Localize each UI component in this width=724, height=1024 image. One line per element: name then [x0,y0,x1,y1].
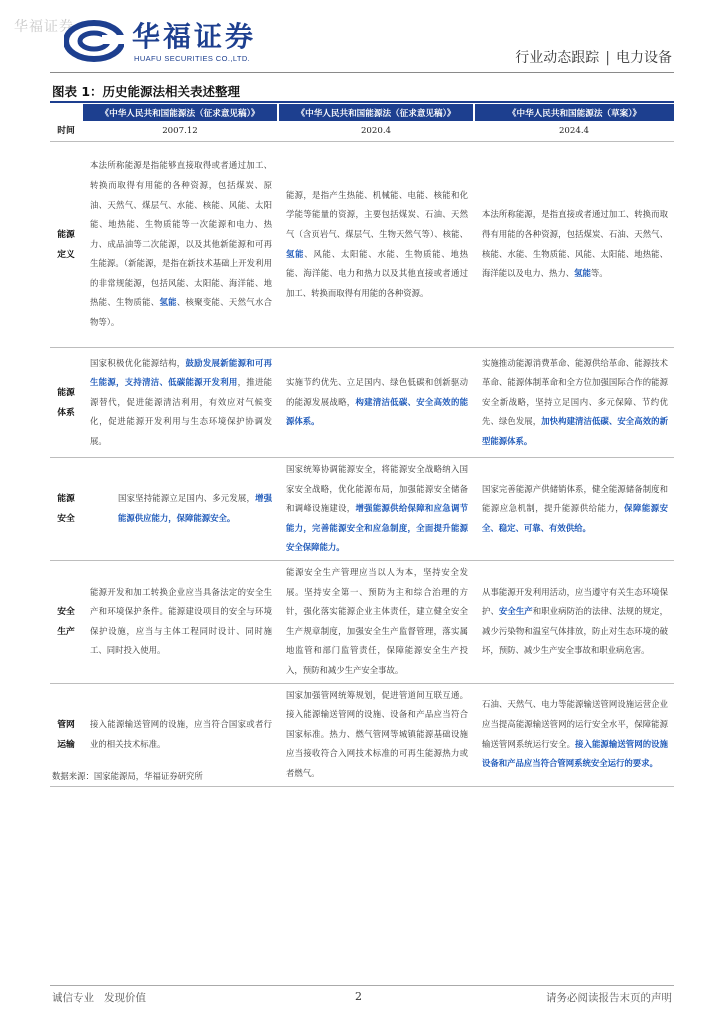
highlighted-text: 鼓励发展新能源和可再生能源，支持清洁、低碳能源开发利用 [90,357,273,388]
table-cell [474,348,674,458]
table-row [50,142,674,348]
highlighted-text: 加快构建清洁低碳、安全高效的新型能源体系。 [482,416,669,446]
row-label-line: 体系 [57,407,75,418]
time-row [50,121,674,142]
highlighted-text: 安全生产 [498,606,533,617]
cell-text: 国家积极优化能源结构， [90,357,186,368]
row-label-line: 能源 [57,229,75,240]
table-row [50,458,674,561]
cell-text: 、核聚变能、天然气水合物等）。 [90,297,273,328]
cell-text: 石油、天然气、电力等能源输送管网设施运营企业应当提高能源输送管网的运行安全水平，保障能源输送管网系统运行安全。 [482,699,668,749]
report-type: 行业动态跟踪 [515,50,600,66]
cell-text: 实施节约优先、立足国内、绿色低碳和创新驱动的能源发展战略， [286,377,468,407]
table-cell [278,560,474,683]
header-separator: | [605,50,610,66]
cell-text: 国家坚持能源立足国内、多元发展， [118,493,256,504]
cell-text: 接入能源输送管网的设施，应当符合国家或者行业的相关技术标准。 [90,718,272,749]
figure-title: 图表 1：历史能源法相关表述整理 [52,84,241,99]
cell-text: 能源，是指产生热能、机械能、电能、核能和化学能等能量的资源，主要包括煤炭、石油、天然气（含页岩气、煤层气、生物天然气等）、核能、 [286,189,468,239]
page-number: 2 [355,990,362,1003]
footer-slogan-2: 发现价值 [104,992,146,1004]
report-sector: 电力设备 [616,50,672,66]
row-label-line: 能源 [57,387,75,398]
cell-text: ，推进能源替代，促进能源清洁利用，有效应对气候变化，促进能源开发利用与生态环境保护协调发展。 [90,377,273,446]
disclaimer-note: 请务必阅读报告末页的声明 [546,992,672,1004]
cell-text: 本法所称能源是指能够直接取得或者通过加工、转换而取得有用能的各种资源，包括煤炭、原油、天然气、煤层气、水能、核能、风能、太阳能、地热能、生物质能等一次能源和电力、热力、成品油等二次能源，以及其他新能源和可再生能源。（新能源，是指在新技术基础上开发利用的非常规能源，包括风能、太阳能、海洋能、地热能、生物质能、 [90,160,272,308]
table-cell [474,560,674,683]
year-cell: 2024.4 [474,121,674,142]
highlighted-text: 氢能 [574,268,591,279]
cell-text: 国家加强管网统筹规划，促进管道间互联互通。接入能源输送管网的设施、设备和产品应当符合国家标准。热力、燃气管网等城镇能源基础设施应当接收符合入网技术标准的可再生能源热力或者燃气。 [286,689,468,778]
cell-text: 从事能源开发利用活动，应当遵守有关生态环境保护、 [482,586,668,617]
watermark: 华福证券 [14,19,74,35]
header-divider [50,72,674,73]
table-cell [278,142,474,348]
row-label-line: 运输 [57,739,75,750]
highlighted-text: 氢能 [286,248,305,259]
table-cell [278,683,474,786]
column-header: 《中华人民共和国能源法（征求意见稿）》 [278,104,474,121]
year-cell: 2020.4 [278,121,474,142]
row-label [50,348,82,458]
row-label-line: 安全 [57,513,75,524]
table-row [50,560,674,683]
cell-text: 能源开发和加工转换企业应当具备法定的安全生产和环境保护条件。能源建设项目的安全与环境保护设施，应当与主体工程同时设计、同时施工、同时投入使用。 [90,586,272,656]
row-label-line: 管网 [57,719,75,730]
highlighted-text: 增强能源供应能力，保障能源安全。 [118,493,273,523]
table-cell [474,683,674,786]
footer-divider [50,985,674,986]
row-label-line: 定义 [57,249,75,260]
cell-text: 国家统筹协调能源安全，将能源安全战略纳入国家安全战略，优化能源布局，加强能源安全储备和调峰设施建设， [286,464,468,514]
column-header: 《中华人民共和国能源法（征求意见稿）》 [82,104,278,121]
table-cell [82,560,278,683]
table-cell [278,348,474,458]
row-label [50,458,82,561]
year-cell: 2007.12 [82,121,278,142]
table-cell [82,458,278,561]
highlighted-text: 构建清洁低碳、安全高效的能源体系。 [286,396,469,427]
cell-text: 实施推动能源消费革命、能源供给革命、能源技术革命、能源体制革命和全方位加强国际合作的能源安全新战略，坚持立足国内、多元保障、节约优先、绿色发展， [482,357,668,427]
huafu-logo-icon [64,20,124,62]
highlighted-text: 氢能 [159,297,177,308]
cell-text: 能源安全生产管理应当以人为本，坚持安全发展。坚持安全第一、预防为主和综合治理的方针，强化落实能源企业主体责任，建立健全安全生产规章制度，加强安全生产监督管理，落实属地监管和部门监管责任，保障能源安全生产投入，预防和减少生产安全事故。 [286,566,468,675]
highlighted-text: 增强能源供给保障和应急调节能力，完善能源安全和应急制度，全面提升能源安全保障能力。 [286,503,469,553]
table-header-row [50,104,674,121]
row-label [50,142,82,348]
row-label-line: 安全 [57,606,75,617]
time-label: 时间 [50,121,82,142]
row-label-line: 生产 [57,626,75,637]
cell-text: 和职业病防治的法律、法规的规定，减少污染物和温室气体排放，防止对生态环境的破坏，预防、减少生产安全事故和职业病危害。 [482,606,669,656]
cell-text: 等。 [590,268,608,279]
cell-text: 国家完善能源产供储销体系，健全能源储备制度和能源应急机制，提升能源供给能力， [482,483,668,514]
cell-text: 本法所称能源，是指直接或者通过加工、转换而取得有用能的各种资源，包括煤炭、石油、天然气、核能、水能、生物质能、风能、太阳能、地热能、海洋能以及电力、热力、 [482,209,668,279]
highlighted-text: 保障能源安全、稳定、可靠、有效供给。 [482,503,669,533]
footer-slogan-1: 诚信专业 [52,992,94,1004]
table-cell [82,142,278,348]
row-label [50,560,82,683]
table-cell [278,458,474,561]
data-source-note: 数据来源：国家能源局，华福证券研究所 [52,771,203,781]
energy-law-table [50,104,674,787]
footer-slogan [52,990,146,1005]
logo-name-cn: 华福证券 [132,20,257,53]
company-logo [64,18,284,66]
table-cell [82,348,278,458]
table-cell [474,142,674,348]
logo-name-en: HUAFU SECURITIES CO.,LTD. [134,54,251,63]
table-cell [474,458,674,561]
table-header-blank [50,104,82,121]
report-category [515,47,672,67]
highlighted-text: 接入能源输送管网的设施设备和产品应当符合管网系统安全运行的要求。 [482,738,669,769]
column-header: 《中华人民共和国能源法（草案）》 [474,104,674,121]
cell-text: 、风能、太阳能、水能、生物质能、地热能、海洋能、电力和热力以及其他直接或者通过加工、转换而取得有用能的各种资源。 [286,248,469,298]
row-label-line: 能源 [57,493,75,504]
table-row [50,348,674,458]
figure-title-rule [50,101,674,103]
